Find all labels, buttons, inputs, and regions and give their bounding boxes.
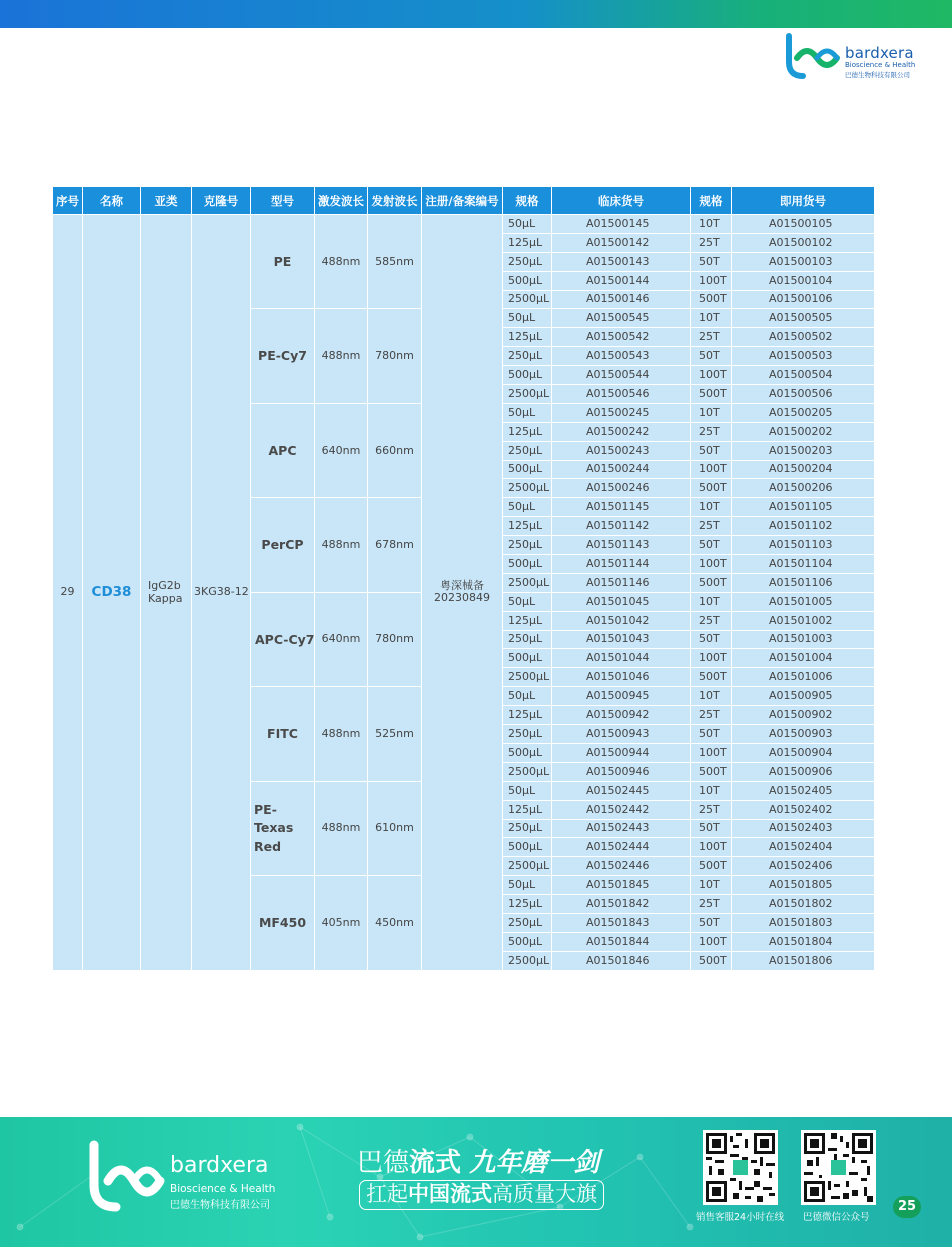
clinical-catalog-number: A01500943 [552,725,691,744]
qr-code-sales[interactable] [703,1130,778,1205]
table-header-row [53,187,875,215]
spec-tests: 10T [691,498,732,517]
qr-code-wechat-icon [804,1133,873,1202]
spec-volume: 250μL [503,252,552,271]
ready-catalog-number: A01500505 [732,309,875,328]
ready-catalog-number: A01501005 [732,592,875,611]
ready-catalog-number: A01500105 [732,215,875,234]
header-seq: 序号 [53,187,83,215]
spec-volume: 2500μL [503,385,552,404]
emission-wavelength: 780nm [368,592,422,686]
excitation-wavelength: 488nm [315,309,368,403]
clinical-catalog-number: A01500144 [552,271,691,290]
ready-catalog-number: A01501103 [732,536,875,555]
clinical-catalog-number: A01501142 [552,517,691,536]
spec-volume: 2500μL [503,573,552,592]
clinical-catalog-number: A01500545 [552,309,691,328]
excitation-wavelength: 640nm [315,403,368,497]
spec-volume: 50μL [503,215,552,234]
slogan-line-2 [359,1180,604,1210]
clinical-catalog-number: A01500546 [552,385,691,404]
qr-code-icon [706,1133,775,1202]
product-table-container [52,186,874,971]
brand-name: bardxera [845,44,914,62]
clinical-catalog-number: A01501045 [552,592,691,611]
ready-catalog-number: A01501104 [732,555,875,574]
clinical-catalog-number: A01501044 [552,649,691,668]
ready-catalog-number: A01501803 [732,913,875,932]
spec-volume: 500μL [503,460,552,479]
brand-logo-footer [86,1139,286,1219]
spec-tests: 100T [691,932,732,951]
fluorochrome-type: PerCP [251,498,315,592]
spec-volume: 50μL [503,309,552,328]
spec-tests: 25T [691,800,732,819]
ready-catalog-number: A01501006 [732,668,875,687]
header-excitation: 激发波长 [315,187,368,215]
spec-tests: 100T [691,555,732,574]
table-body [53,215,875,971]
subclass-line-1: IgG2b [148,579,181,593]
ready-catalog-number: A01501002 [732,611,875,630]
spec-tests: 50T [691,252,732,271]
clinical-catalog-number: A01500542 [552,328,691,347]
spec-tests: 50T [691,819,732,838]
ready-catalog-number: A01500902 [732,706,875,725]
spec-volume: 500μL [503,838,552,857]
ready-catalog-number: A01501802 [732,895,875,914]
ready-catalog-number: A01501805 [732,876,875,895]
clinical-catalog-number: A01500944 [552,743,691,762]
brand-mark-icon [783,32,843,82]
table-row [53,215,875,234]
ready-catalog-number: A01500905 [732,687,875,706]
clinical-catalog-number: A01500543 [552,347,691,366]
spec-tests: 25T [691,328,732,347]
slogan2-part-1: 扛起 [366,1182,408,1206]
footer-brand-company: 巴德生物科技有限公司 [170,1200,270,1211]
ready-catalog-number: A01500203 [732,441,875,460]
emission-wavelength: 525nm [368,687,422,781]
ready-catalog-number: A01502402 [732,800,875,819]
spec-volume: 50μL [503,781,552,800]
slogan-part-3: 九年磨一剑 [469,1148,600,1178]
header-emission: 发射波长 [368,187,422,215]
clinical-catalog-number: A01500142 [552,233,691,252]
clinical-catalog-number: A01501144 [552,555,691,574]
ready-catalog-number: A01500202 [732,422,875,441]
slogan2-part-3: 高质量大旗 [492,1182,597,1206]
spec-volume: 250μL [503,347,552,366]
brand-tagline: Bioscience & Health [845,61,916,69]
spec-tests: 500T [691,385,732,404]
qr-wechat-label: 巴德微信公众号 [803,1212,870,1223]
spec-tests: 10T [691,215,732,234]
header-name: 名称 [83,187,141,215]
excitation-wavelength: 488nm [315,498,368,592]
spec-volume: 250μL [503,913,552,932]
fluorochrome-type: MF450 [251,876,315,970]
spec-tests: 100T [691,649,732,668]
fluorochrome-type: APC-Cy7 [251,592,315,686]
ready-catalog-number: A01500906 [732,762,875,781]
clinical-catalog-number: A01500245 [552,403,691,422]
ready-catalog-number: A01500904 [732,743,875,762]
product-seq: 29 [53,215,83,971]
spec-volume: 250μL [503,441,552,460]
spec-volume: 50μL [503,498,552,517]
spec-volume: 2500μL [503,951,552,970]
clinical-catalog-number: A01501043 [552,630,691,649]
spec-tests: 100T [691,838,732,857]
header-spec: 规格 [503,187,552,215]
ready-catalog-number: A01501106 [732,573,875,592]
clinical-catalog-number: A01501042 [552,611,691,630]
ready-catalog-number: A01501003 [732,630,875,649]
ready-catalog-number: A01500106 [732,290,875,309]
fluorochrome-type: PE [251,215,315,309]
spec-tests: 25T [691,517,732,536]
spec-volume: 2500μL [503,857,552,876]
clinical-catalog-number: A01500945 [552,687,691,706]
ready-catalog-number: A01500204 [732,460,875,479]
top-color-bar [0,0,952,28]
excitation-wavelength: 640nm [315,592,368,686]
excitation-wavelength: 488nm [315,687,368,781]
fluorochrome-type: PE-Cy7 [251,309,315,403]
ready-catalog-number: A01500206 [732,479,875,498]
clinical-catalog-number: A01502446 [552,857,691,876]
spec-volume: 500μL [503,932,552,951]
spec-tests: 50T [691,347,732,366]
header-clinical-number: 临床货号 [552,187,691,215]
clinical-catalog-number: A01502443 [552,819,691,838]
spec-tests: 50T [691,536,732,555]
ready-catalog-number: A01502405 [732,781,875,800]
spec-volume: 125μL [503,517,552,536]
spec-tests: 25T [691,611,732,630]
emission-wavelength: 585nm [368,215,422,309]
clinical-catalog-number: A01501842 [552,895,691,914]
spec-tests: 10T [691,309,732,328]
ready-catalog-number: A01500506 [732,385,875,404]
clinical-catalog-number: A01501143 [552,536,691,555]
product-name: CD38 [83,215,141,971]
ready-catalog-number: A01500503 [732,347,875,366]
clinical-catalog-number: A01500146 [552,290,691,309]
spec-volume: 500μL [503,271,552,290]
spec-tests: 10T [691,876,732,895]
subclass-line-2: Kappa [148,592,183,606]
clinical-catalog-number: A01500243 [552,441,691,460]
clinical-catalog-number: A01501845 [552,876,691,895]
header-spec-2: 规格 [691,187,732,215]
clinical-catalog-number: A01502444 [552,838,691,857]
ready-catalog-number: A01500903 [732,725,875,744]
spec-tests: 50T [691,725,732,744]
spec-tests: 500T [691,668,732,687]
header-subclass: 亚类 [141,187,192,215]
spec-tests: 500T [691,762,732,781]
spec-tests: 50T [691,441,732,460]
excitation-wavelength: 488nm [315,781,368,875]
slogan-line-1 [357,1142,599,1179]
spec-volume: 125μL [503,706,552,725]
spec-volume: 250μL [503,819,552,838]
spec-volume: 2500μL [503,668,552,687]
header-ready-number: 即用货号 [732,187,875,215]
excitation-wavelength: 488nm [315,215,368,309]
spec-tests: 10T [691,592,732,611]
footer-banner [0,1117,952,1247]
spec-tests: 100T [691,366,732,385]
registration-number [422,215,503,971]
clinical-catalog-number: A01500544 [552,366,691,385]
clinical-catalog-number: A01500242 [552,422,691,441]
slogan2-part-2: 中国流式 [408,1182,492,1206]
slogan-part-2: 流式 [409,1148,462,1178]
fluorochrome-type: PE-Texas Red [251,781,315,875]
spec-tests: 10T [691,403,732,422]
ready-catalog-number: A01500103 [732,252,875,271]
fluorochrome-type: APC [251,403,315,497]
clinical-catalog-number: A01500942 [552,706,691,725]
spec-volume: 125μL [503,895,552,914]
product-table [52,186,875,971]
spec-tests: 50T [691,913,732,932]
ready-catalog-number: A01502403 [732,819,875,838]
spec-tests: 500T [691,290,732,309]
spec-tests: 10T [691,687,732,706]
clinical-catalog-number: A01500145 [552,215,691,234]
qr-code-wechat[interactable] [801,1130,876,1205]
clinical-catalog-number: A01502442 [552,800,691,819]
emission-wavelength: 610nm [368,781,422,875]
clinical-catalog-number: A01501046 [552,668,691,687]
excitation-wavelength: 405nm [315,876,368,970]
spec-volume: 125μL [503,611,552,630]
spec-volume: 500μL [503,743,552,762]
clinical-catalog-number: A01501145 [552,498,691,517]
emission-wavelength: 678nm [368,498,422,592]
spec-volume: 500μL [503,366,552,385]
ready-catalog-number: A01500102 [732,233,875,252]
ready-catalog-number: A01501804 [732,932,875,951]
emission-wavelength: 450nm [368,876,422,970]
spec-tests: 25T [691,422,732,441]
spec-tests: 10T [691,781,732,800]
page-number: 25 [893,1196,921,1218]
ready-catalog-number: A01502404 [732,838,875,857]
clinical-catalog-number: A01501146 [552,573,691,592]
clinical-catalog-number: A01500143 [552,252,691,271]
spec-tests: 25T [691,706,732,725]
ready-catalog-number: A01501105 [732,498,875,517]
spec-volume: 125μL [503,800,552,819]
spec-tests: 500T [691,857,732,876]
spec-volume: 125μL [503,328,552,347]
clinical-catalog-number: A01501844 [552,932,691,951]
spec-volume: 500μL [503,555,552,574]
product-clone: 3KG38-12 [192,215,251,971]
clinical-catalog-number: A01502445 [552,781,691,800]
spec-tests: 100T [691,271,732,290]
spec-tests: 25T [691,233,732,252]
brand-company: 巴德生物科技有限公司 [845,71,910,79]
spec-volume: 50μL [503,876,552,895]
slogan-part-1: 巴德 [357,1148,410,1178]
footer-brand-name: bardxera [170,1153,269,1178]
spec-volume: 2500μL [503,479,552,498]
spec-volume: 50μL [503,403,552,422]
spec-tests: 100T [691,743,732,762]
ready-catalog-number: A01501102 [732,517,875,536]
spec-volume: 250μL [503,725,552,744]
spec-tests: 500T [691,573,732,592]
clinical-catalog-number: A01500246 [552,479,691,498]
ready-catalog-number: A01500104 [732,271,875,290]
footer-brand-tagline: Bioscience & Health [170,1183,276,1195]
spec-volume: 125μL [503,422,552,441]
clinical-catalog-number: A01500244 [552,460,691,479]
ready-catalog-number: A01502406 [732,857,875,876]
emission-wavelength: 660nm [368,403,422,497]
ready-catalog-number: A01500504 [732,366,875,385]
spec-tests: 50T [691,630,732,649]
spec-tests: 100T [691,460,732,479]
registration-line-2: 20230849 [434,591,490,605]
header-registration: 注册/备案编号 [422,187,503,215]
ready-catalog-number: A01500205 [732,403,875,422]
product-subclass [141,215,192,971]
registration-line-1: 粤深械备 [440,578,484,592]
clinical-catalog-number: A01501843 [552,913,691,932]
brand-logo-header [783,32,933,82]
qr-sales-label: 销售客服24小时在线 [696,1212,785,1223]
spec-volume: 250μL [503,536,552,555]
ready-catalog-number: A01501806 [732,951,875,970]
ready-catalog-number: A01501004 [732,649,875,668]
spec-volume: 125μL [503,233,552,252]
spec-volume: 500μL [503,649,552,668]
spec-volume: 2500μL [503,762,552,781]
header-type: 型号 [251,187,315,215]
ready-catalog-number: A01500502 [732,328,875,347]
fluorochrome-type: FITC [251,687,315,781]
spec-volume: 250μL [503,630,552,649]
spec-tests: 500T [691,479,732,498]
brand-mark-footer-icon [86,1139,168,1219]
spec-volume: 2500μL [503,290,552,309]
spec-tests: 25T [691,895,732,914]
spec-volume: 50μL [503,592,552,611]
emission-wavelength: 780nm [368,309,422,403]
spec-tests: 500T [691,951,732,970]
spec-volume: 50μL [503,687,552,706]
header-clone: 克隆号 [192,187,251,215]
clinical-catalog-number: A01500946 [552,762,691,781]
clinical-catalog-number: A01501846 [552,951,691,970]
